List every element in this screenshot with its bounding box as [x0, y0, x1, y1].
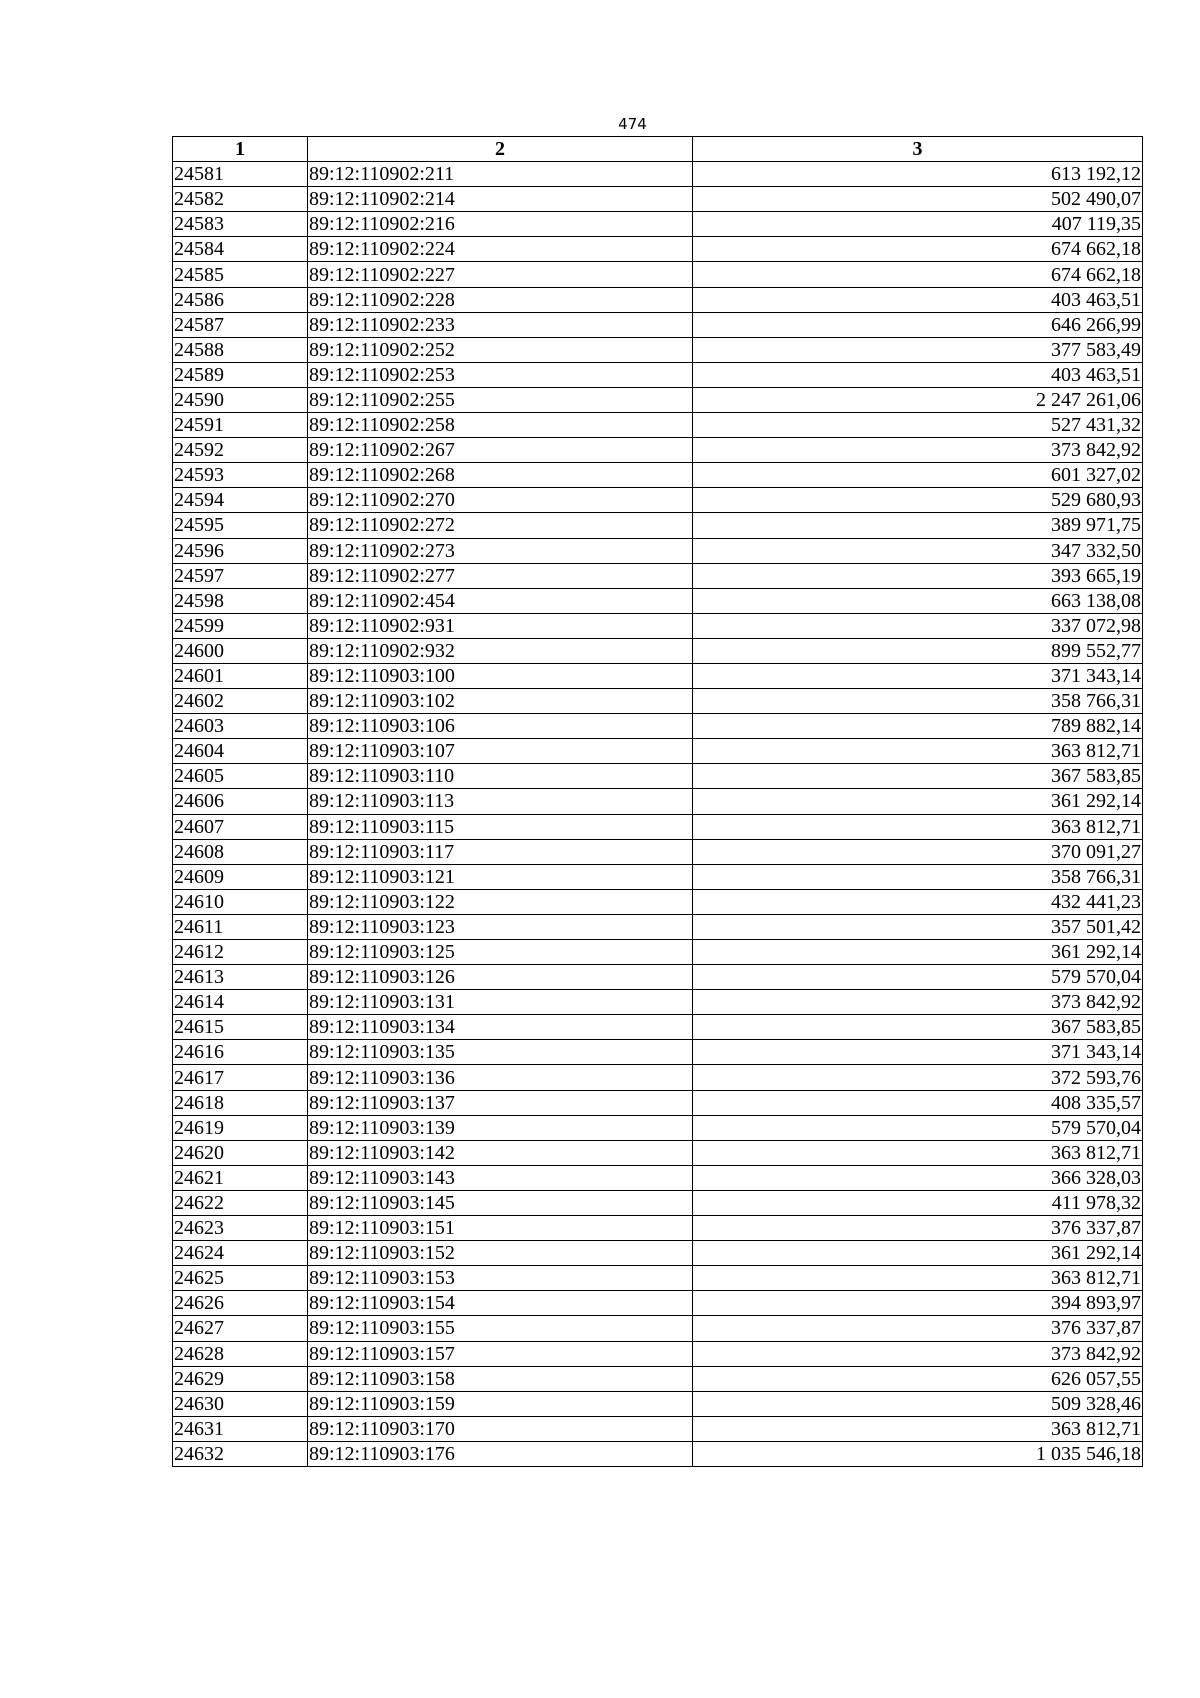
row-number-cell: 24595: [173, 513, 308, 538]
cadastral-number-cell: 89:12:110903:137: [308, 1090, 693, 1115]
cadastral-value-cell: 509 328,46: [693, 1391, 1143, 1416]
cadastral-value-cell: 579 570,04: [693, 965, 1143, 990]
table-row: [173, 262, 1143, 287]
row-number-cell: 24610: [173, 889, 308, 914]
row-number-cell: 24620: [173, 1140, 308, 1165]
row-number-cell: 24582: [173, 187, 308, 212]
table-row: [173, 789, 1143, 814]
table-row: [173, 739, 1143, 764]
row-number-cell: 24626: [173, 1291, 308, 1316]
table-row: [173, 965, 1143, 990]
cadastral-number-cell: 89:12:110903:125: [308, 940, 693, 965]
cadastral-number-cell: 89:12:110902:267: [308, 438, 693, 463]
cadastral-number-cell: 89:12:110903:100: [308, 663, 693, 688]
table-row: [173, 1065, 1143, 1090]
table-row: [173, 1015, 1143, 1040]
row-number-cell: 24585: [173, 262, 308, 287]
cadastral-number-cell: 89:12:110902:270: [308, 488, 693, 513]
cadastral-value-cell: 357 501,42: [693, 914, 1143, 939]
cadastral-value-cell: 367 583,85: [693, 764, 1143, 789]
cadastral-value-table: [172, 136, 1143, 1467]
row-number-cell: 24611: [173, 914, 308, 939]
table-body: [173, 162, 1143, 1467]
cadastral-number-cell: 89:12:110903:155: [308, 1316, 693, 1341]
cadastral-value-cell: 789 882,14: [693, 714, 1143, 739]
row-number-cell: 24623: [173, 1216, 308, 1241]
cadastral-number-cell: 89:12:110902:277: [308, 563, 693, 588]
cadastral-value-cell: 674 662,18: [693, 237, 1143, 262]
table-row: [173, 663, 1143, 688]
page-number: 474: [618, 115, 647, 133]
cadastral-number-cell: 89:12:110902:216: [308, 212, 693, 237]
cadastral-number-cell: 89:12:110903:136: [308, 1065, 693, 1090]
table-row: [173, 1241, 1143, 1266]
cadastral-number-cell: 89:12:110903:151: [308, 1216, 693, 1241]
cadastral-value-cell: 1 035 546,18: [693, 1441, 1143, 1466]
cadastral-number-cell: 89:12:110903:158: [308, 1366, 693, 1391]
cadastral-value-cell: 646 266,99: [693, 312, 1143, 337]
cadastral-value-cell: 363 812,71: [693, 1266, 1143, 1291]
cadastral-number-cell: 89:12:110903:176: [308, 1441, 693, 1466]
table-row: [173, 438, 1143, 463]
cadastral-number-cell: 89:12:110902:214: [308, 187, 693, 212]
cadastral-value-cell: 2 247 261,06: [693, 387, 1143, 412]
cadastral-number-cell: 89:12:110903:107: [308, 739, 693, 764]
table-row: [173, 1216, 1143, 1241]
cadastral-value-cell: 367 583,85: [693, 1015, 1143, 1040]
cadastral-value-cell: 579 570,04: [693, 1115, 1143, 1140]
row-number-cell: 24589: [173, 362, 308, 387]
row-number-cell: 24625: [173, 1266, 308, 1291]
cadastral-number-cell: 89:12:110903:115: [308, 814, 693, 839]
cadastral-value-cell: 371 343,14: [693, 1040, 1143, 1065]
table-row: [173, 237, 1143, 262]
cadastral-number-cell: 89:12:110903:123: [308, 914, 693, 939]
row-number-cell: 24592: [173, 438, 308, 463]
table-row: [173, 1441, 1143, 1466]
table-row: [173, 638, 1143, 663]
cadastral-value-cell: 403 463,51: [693, 362, 1143, 387]
row-number-cell: 24593: [173, 463, 308, 488]
row-number-cell: 24627: [173, 1316, 308, 1341]
table-row: [173, 387, 1143, 412]
cadastral-number-cell: 89:12:110902:931: [308, 613, 693, 638]
row-number-cell: 24624: [173, 1241, 308, 1266]
cadastral-number-cell: 89:12:110903:159: [308, 1391, 693, 1416]
cadastral-value-cell: 613 192,12: [693, 162, 1143, 187]
cadastral-value-cell: 663 138,08: [693, 588, 1143, 613]
cadastral-number-cell: 89:12:110903:134: [308, 1015, 693, 1040]
table-row: [173, 764, 1143, 789]
table-row: [173, 1090, 1143, 1115]
row-number-cell: 24617: [173, 1065, 308, 1090]
table-row: [173, 914, 1143, 939]
table-row: [173, 814, 1143, 839]
row-number-cell: 24591: [173, 413, 308, 438]
row-number-cell: 24628: [173, 1341, 308, 1366]
row-number-cell: 24629: [173, 1366, 308, 1391]
table-row: [173, 689, 1143, 714]
cadastral-value-cell: 407 119,35: [693, 212, 1143, 237]
row-number-cell: 24606: [173, 789, 308, 814]
table-row: [173, 162, 1143, 187]
cadastral-value-cell: 358 766,31: [693, 689, 1143, 714]
cadastral-value-cell: 394 893,97: [693, 1291, 1143, 1316]
row-number-cell: 24581: [173, 162, 308, 187]
cadastral-value-cell: 371 343,14: [693, 663, 1143, 688]
cadastral-value-cell: 527 431,32: [693, 413, 1143, 438]
cadastral-number-cell: 89:12:110902:454: [308, 588, 693, 613]
cadastral-value-cell: 361 292,14: [693, 940, 1143, 965]
table-row: [173, 889, 1143, 914]
table-row: [173, 714, 1143, 739]
cadastral-value-cell: 363 812,71: [693, 1140, 1143, 1165]
table-row: [173, 1391, 1143, 1416]
row-number-cell: 24590: [173, 387, 308, 412]
row-number-cell: 24594: [173, 488, 308, 513]
cadastral-number-cell: 89:12:110903:131: [308, 990, 693, 1015]
cadastral-number-cell: 89:12:110903:152: [308, 1241, 693, 1266]
table-row: [173, 538, 1143, 563]
cadastral-value-cell: 432 441,23: [693, 889, 1143, 914]
table-row: [173, 588, 1143, 613]
table-row: [173, 337, 1143, 362]
table-row: [173, 1266, 1143, 1291]
table-row: [173, 940, 1143, 965]
cadastral-number-cell: 89:12:110903:143: [308, 1165, 693, 1190]
cadastral-number-cell: 89:12:110903:122: [308, 889, 693, 914]
row-number-cell: 24604: [173, 739, 308, 764]
row-number-cell: 24614: [173, 990, 308, 1015]
cadastral-value-cell: 361 292,14: [693, 789, 1143, 814]
cadastral-number-cell: 89:12:110903:153: [308, 1266, 693, 1291]
cadastral-number-cell: 89:12:110903:154: [308, 1291, 693, 1316]
table-row: [173, 362, 1143, 387]
cadastral-value-cell: 411 978,32: [693, 1190, 1143, 1215]
row-number-cell: 24600: [173, 638, 308, 663]
cadastral-number-cell: 89:12:110903:106: [308, 714, 693, 739]
cadastral-number-cell: 89:12:110903:157: [308, 1341, 693, 1366]
cadastral-value-cell: 674 662,18: [693, 262, 1143, 287]
cadastral-value-cell: 502 490,07: [693, 187, 1143, 212]
table-row: [173, 488, 1143, 513]
cadastral-value-cell: 363 812,71: [693, 739, 1143, 764]
cadastral-number-cell: 89:12:110902:227: [308, 262, 693, 287]
cadastral-value-cell: 372 593,76: [693, 1065, 1143, 1090]
column-header-number: 1: [173, 137, 308, 162]
table-row: [173, 1165, 1143, 1190]
row-number-cell: 24612: [173, 940, 308, 965]
row-number-cell: 24597: [173, 563, 308, 588]
cadastral-number-cell: 89:12:110902:273: [308, 538, 693, 563]
cadastral-number-cell: 89:12:110903:142: [308, 1140, 693, 1165]
row-number-cell: 24615: [173, 1015, 308, 1040]
cadastral-number-cell: 89:12:110903:110: [308, 764, 693, 789]
table-row: [173, 1140, 1143, 1165]
cadastral-value-cell: 358 766,31: [693, 864, 1143, 889]
row-number-cell: 24584: [173, 237, 308, 262]
cadastral-value-cell: 363 812,71: [693, 1416, 1143, 1441]
table-row: [173, 1115, 1143, 1140]
cadastral-value-cell: 529 680,93: [693, 488, 1143, 513]
row-number-cell: 24598: [173, 588, 308, 613]
cadastral-number-cell: 89:12:110903:121: [308, 864, 693, 889]
table-row: [173, 1291, 1143, 1316]
cadastral-number-cell: 89:12:110903:126: [308, 965, 693, 990]
row-number-cell: 24588: [173, 337, 308, 362]
table-row: [173, 839, 1143, 864]
cadastral-number-cell: 89:12:110903:139: [308, 1115, 693, 1140]
row-number-cell: 24613: [173, 965, 308, 990]
row-number-cell: 24607: [173, 814, 308, 839]
cadastral-number-cell: 89:12:110902:224: [308, 237, 693, 262]
cadastral-value-cell: 376 337,87: [693, 1216, 1143, 1241]
column-header-value: 3: [693, 137, 1143, 162]
cadastral-number-cell: 89:12:110902:272: [308, 513, 693, 538]
cadastral-number-cell: 89:12:110903:102: [308, 689, 693, 714]
table-row: [173, 563, 1143, 588]
cadastral-value-cell: 899 552,77: [693, 638, 1143, 663]
cadastral-value-cell: 626 057,55: [693, 1366, 1143, 1391]
cadastral-value-cell: 601 327,02: [693, 463, 1143, 488]
row-number-cell: 24619: [173, 1115, 308, 1140]
cadastral-number-cell: 89:12:110903:113: [308, 789, 693, 814]
row-number-cell: 24609: [173, 864, 308, 889]
row-number-cell: 24630: [173, 1391, 308, 1416]
table-row: [173, 1040, 1143, 1065]
table-row: [173, 463, 1143, 488]
cadastral-value-cell: 337 072,98: [693, 613, 1143, 638]
column-header-cadastral-number: 2: [308, 137, 693, 162]
table-row: [173, 1366, 1143, 1391]
cadastral-number-cell: 89:12:110902:932: [308, 638, 693, 663]
cadastral-value-cell: 377 583,49: [693, 337, 1143, 362]
row-number-cell: 24601: [173, 663, 308, 688]
cadastral-number-cell: 89:12:110902:258: [308, 413, 693, 438]
table-row: [173, 413, 1143, 438]
table-row: [173, 187, 1143, 212]
table-row: [173, 212, 1143, 237]
row-number-cell: 24586: [173, 287, 308, 312]
row-number-cell: 24596: [173, 538, 308, 563]
cadastral-value-cell: 373 842,92: [693, 1341, 1143, 1366]
table-row: [173, 1416, 1143, 1441]
row-number-cell: 24587: [173, 312, 308, 337]
cadastral-value-cell: 373 842,92: [693, 990, 1143, 1015]
table-row: [173, 864, 1143, 889]
table-row: [173, 1341, 1143, 1366]
row-number-cell: 24583: [173, 212, 308, 237]
cadastral-value-cell: 408 335,57: [693, 1090, 1143, 1115]
row-number-cell: 24605: [173, 764, 308, 789]
cadastral-number-cell: 89:12:110902:252: [308, 337, 693, 362]
row-number-cell: 24618: [173, 1090, 308, 1115]
cadastral-value-cell: 361 292,14: [693, 1241, 1143, 1266]
table-row: [173, 513, 1143, 538]
row-number-cell: 24631: [173, 1416, 308, 1441]
row-number-cell: 24602: [173, 689, 308, 714]
cadastral-value-cell: 373 842,92: [693, 438, 1143, 463]
cadastral-value-cell: 376 337,87: [693, 1316, 1143, 1341]
table-header-row: [173, 137, 1143, 162]
cadastral-number-cell: 89:12:110903:117: [308, 839, 693, 864]
table-row: [173, 1190, 1143, 1215]
cadastral-value-cell: 366 328,03: [693, 1165, 1143, 1190]
row-number-cell: 24616: [173, 1040, 308, 1065]
row-number-cell: 24599: [173, 613, 308, 638]
cadastral-number-cell: 89:12:110903:135: [308, 1040, 693, 1065]
cadastral-number-cell: 89:12:110902:268: [308, 463, 693, 488]
cadastral-value-cell: 389 971,75: [693, 513, 1143, 538]
cadastral-number-cell: 89:12:110903:170: [308, 1416, 693, 1441]
row-number-cell: 24608: [173, 839, 308, 864]
cadastral-number-cell: 89:12:110902:253: [308, 362, 693, 387]
cadastral-number-cell: 89:12:110902:233: [308, 312, 693, 337]
row-number-cell: 24603: [173, 714, 308, 739]
cadastral-number-cell: 89:12:110902:228: [308, 287, 693, 312]
table-row: [173, 312, 1143, 337]
table-row: [173, 613, 1143, 638]
row-number-cell: 24622: [173, 1190, 308, 1215]
cadastral-value-cell: 393 665,19: [693, 563, 1143, 588]
cadastral-number-cell: 89:12:110902:211: [308, 162, 693, 187]
row-number-cell: 24621: [173, 1165, 308, 1190]
table-row: [173, 1316, 1143, 1341]
cadastral-value-cell: 363 812,71: [693, 814, 1143, 839]
row-number-cell: 24632: [173, 1441, 308, 1466]
cadastral-number-cell: 89:12:110902:255: [308, 387, 693, 412]
cadastral-value-cell: 403 463,51: [693, 287, 1143, 312]
cadastral-value-cell: 347 332,50: [693, 538, 1143, 563]
cadastral-value-cell: 370 091,27: [693, 839, 1143, 864]
table-row: [173, 990, 1143, 1015]
table-row: [173, 287, 1143, 312]
cadastral-number-cell: 89:12:110903:145: [308, 1190, 693, 1215]
